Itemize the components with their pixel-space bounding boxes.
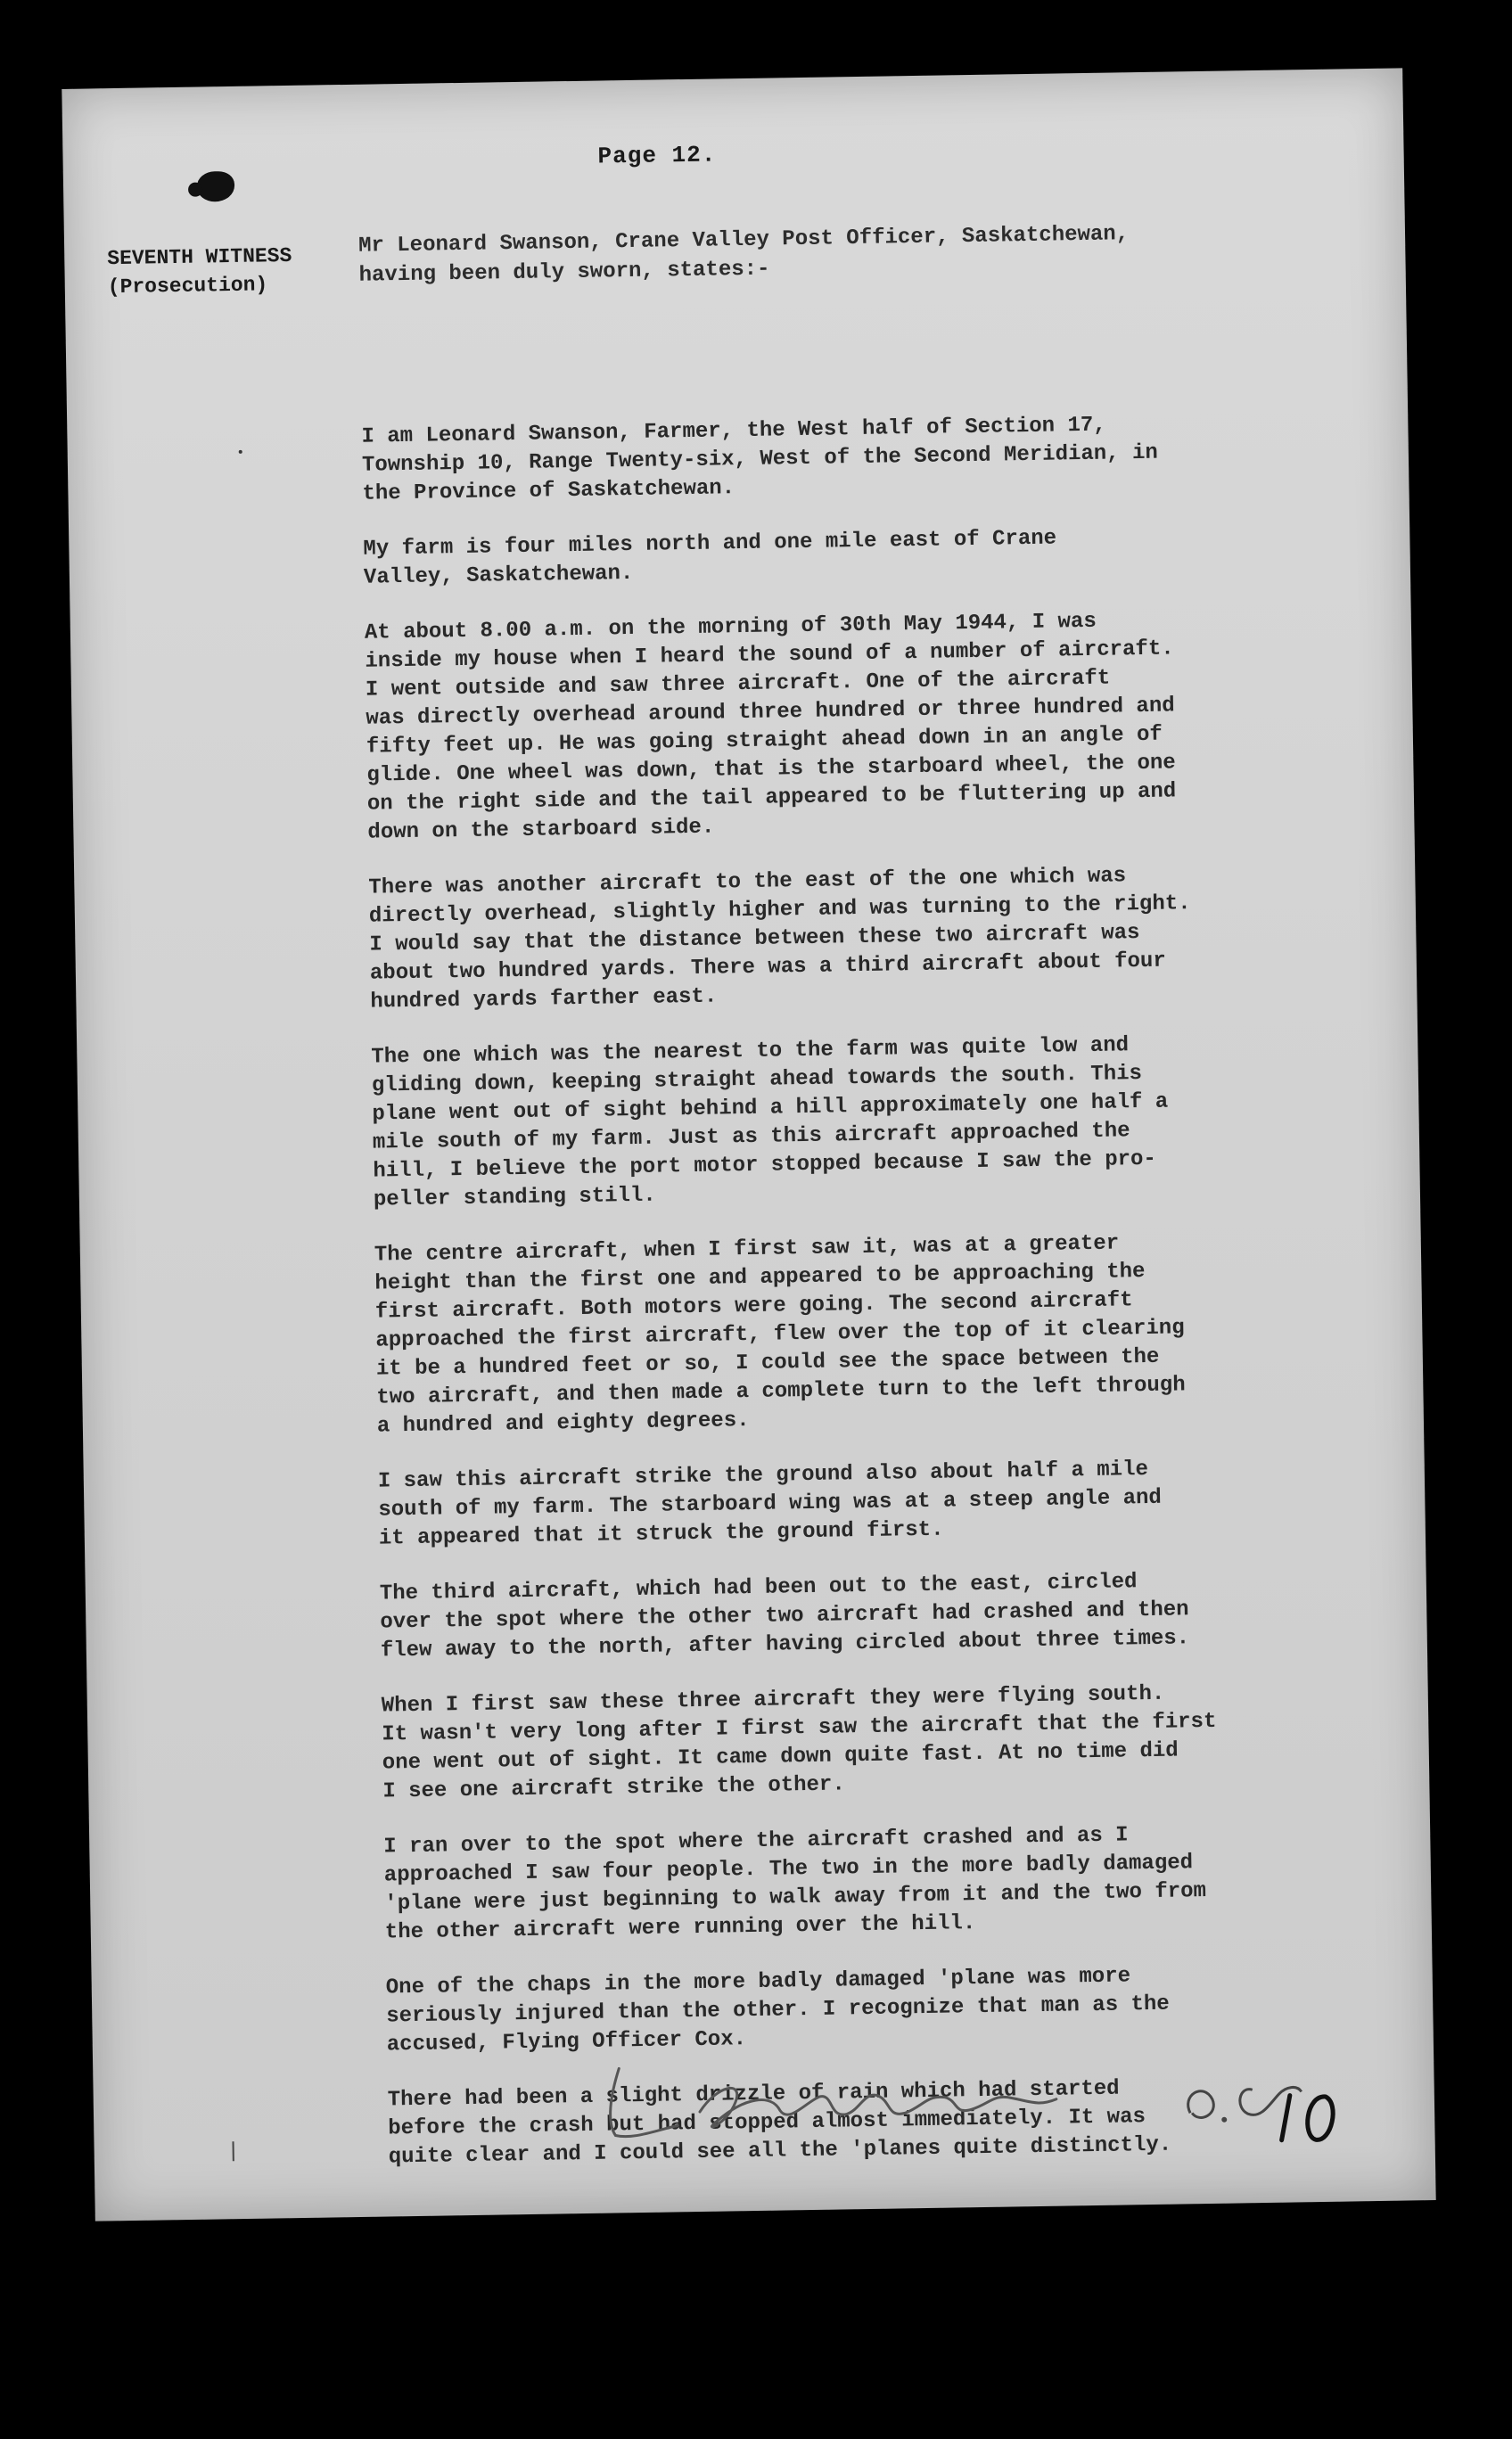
testimony-paragraph: My farm is four miles north and one mile east of Crane Valley, Saskatchewan.: [363, 526, 1057, 590]
testimony-paragraph: One of the chaps in the more badly damaged 'plane was more seriously injured than the other. I recognize that man as the accused, Flying Officer Cox.: [385, 1964, 1170, 2057]
page-number-header: Page 12.: [597, 141, 717, 170]
testimony-paragraph: There was another aircraft to the east of the one which was directly overhead, slightly higher and was turning to the right. I would say that the distance between these two aircraft was about two hundred yards. There was a third aircraft about four hundred yards farther east.: [368, 864, 1191, 1014]
testimony-paragraph: When I first saw these three aircraft they were flying south. It wasn't very long after I first saw the aircraft that the first one went out of sight. It came down quite fast. At no time did I see one aircraft strike the other.: [381, 1681, 1217, 1804]
testimony-body: [361, 408, 1360, 2199]
witness-side-label: SEVENTH WITNESS (Prosecution): [107, 243, 292, 300]
testimony-paragraph: At about 8.00 a.m. on the morning of 30th May 1944, I was inside my house when I heard the sound of a number of aircraft. I went outside and saw three aircraft. One of the aircraft was directly overhead around three hundred or three hundred and fifty feet up. He was going straight ahead down in an angle of glide. One wheel was down, that is the starboard wheel, the one on the right side and the tail appeared to be fluttering up and down on the starboard side.: [364, 609, 1177, 845]
testimony-paragraph: The one which was the nearest to the farm was quite low and gliding down, keeping straight ahead towards the south. This plane went out of sight behind a hill approximately one half a mile south of my farm. Just as this aircraft approached the hill, I believe the port motor stopped because I saw the pro- peller standing still.: [371, 1033, 1169, 1212]
paper-mark: [232, 2141, 234, 2161]
paper-speck: [239, 450, 242, 454]
handwritten-page-number: [1270, 2086, 1352, 2149]
document-page: [62, 68, 1435, 2221]
witness-intro: Mr Leonard Swanson, Crane Valley Post Officer, Saskatchewan, having been duly sworn, states:-: [357, 222, 1130, 288]
testimony-paragraph: I saw this aircraft strike the ground also about half a mile south of my farm. The starboard wing was at a steep angle and it appeared that it struck the ground first.: [377, 1458, 1163, 1551]
testimony-paragraph: The centre aircraft, when I first saw it, was at a greater height than the first one and appeared to be approaching the first aircraft. Both motors were going. The second aircraft approached the first aircraft, flew over the top of it clearing it be a hundred feet or so, I could see the space between the two aircraft, and then made a complete turn to the left through a hundred and eighty degrees.: [374, 1231, 1186, 1439]
witness-signature: [592, 2043, 1093, 2149]
testimony-paragraph: I am Leonard Swanson, Farmer, the West half of Section 17, Township 10, Range Twenty-six, West of the Second Meridian, in the Province of Saskatchewan.: [361, 413, 1159, 506]
testimony-paragraph: I ran over to the spot where the aircraft crashed and as I approached I saw four people. The two in the more badly damaged 'plane were just beginning to walk away from it and the two from the other aircraft were running over the hill.: [383, 1823, 1207, 1945]
ink-blot-mark: [197, 171, 235, 202]
testimony-paragraph: There had been a slight drizzle of rain which had started before the crash but had stopped almost immediately. It was quite clear and I could see all the 'planes quite distinctly.: [387, 2076, 1172, 2170]
testimony-paragraph: The third aircraft, which had been out to the east, circled over the spot where the other two aircraft had crashed and then flew away to the north, after having circled about three times.: [379, 1570, 1190, 1663]
